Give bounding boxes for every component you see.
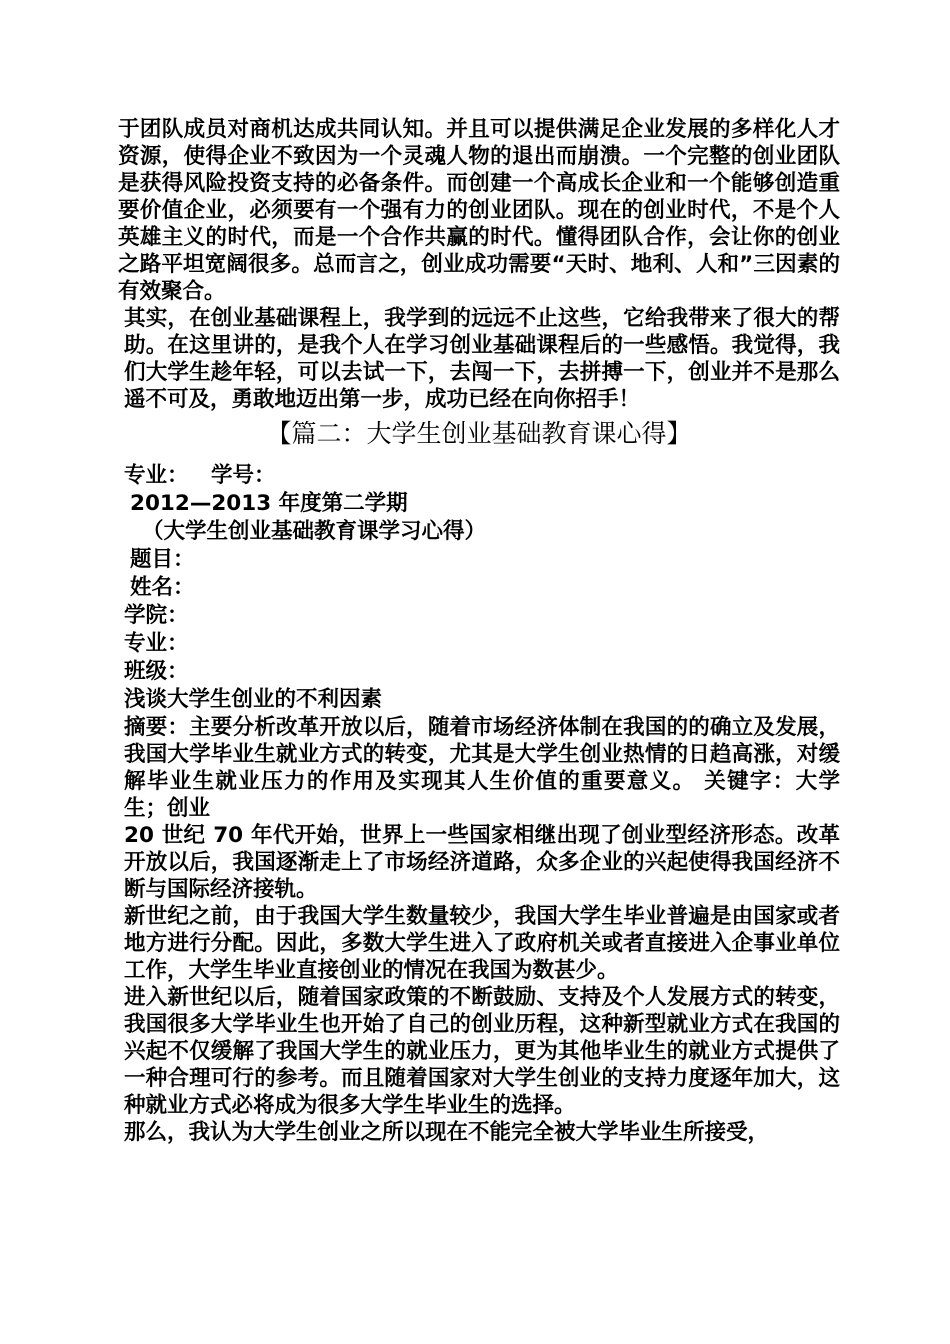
field-major-id: 专业： 学号： [124,463,276,488]
field-class: 班级： [124,659,189,684]
paragraph-team: 于团队成员对商机达成共同认知。并且可以提供满足企业发展的多样化人才资源，使得企业不致因为一个灵魂人物的退出而崩溃。一个完整的创业团队是获得风险投资支持的必备条件。而创建一个高成长企业和一个能够创造重要价值企业，必须要有一个强有力的创业团队。现在的创业时代，不是个人英雄主义的时代，而是一个合作共赢的时代。懂得团队合作，会让你的创业之路平坦宽阔很多。总而言之，创业成功需要“天时、地利、人和”三因素的有效聚合。 [118,117,840,304]
paragraph-before-new-century: 新世纪之前，由于我国大学生数量较少，我国大学生毕业普遍是由国家或者地方进行分配。因此，多数大学生进入了政府机关或者直接进入企事业单位工作，大学生毕业直接创业的情况在我国为数甚少。 [124,904,840,983]
field-topic: 题目： [130,547,195,572]
section-heading: 【篇二：大学生创业基础教育课心得】 [266,419,692,448]
field-major: 专业： [124,631,189,656]
paragraph-reflection: 其实，在创业基础课程上，我学到的远远不止这些，它给我带来了很大的帮助。在这里讲的，是我个人在学习创业基础课程后的一些感悟。我觉得，我们大学生趁年轻，可以去试一下，去闯一下，去拼搏一下，创业并不是那么遥不可及，勇敢地迈出第一步，成功已经在向你招手！ [124,306,840,412]
paragraph-conclusion-start: 那么，我认为大学生创业之所以现在不能完全被大学毕业生所接受， [124,1120,770,1145]
field-college: 学院： [124,603,189,628]
document-page [118,116,840,1146]
paragraph-20th-century: 20 世纪 70 年代开始，世界上一些国家相继出现了创业型经济形态。改革开放以后，我国逐渐走上了市场经济道路，众多企业的兴起使得我国经济不断与国际经济接轨。 [124,823,840,902]
paragraph-new-century: 进入新世纪以后，随着国家政策的不断鼓励、支持及个人发展方式的转变，我国很多大学毕业生也开始了自己的创业历程，这种新型就业方式在我国的兴起不仅缓解了我国大学生的就业压力，更为其他毕业生的就业方式提供了一种合理可行的参考。而且随着国家对大学生创业的支持力度逐年加大，这种就业方式必将成为很多大学生毕业生的选择。 [124,985,840,1118]
paragraph-abstract: 摘要：主要分析改革开放以后，随着市场经济体制在我国的的确立及发展，我国大学毕业生就业方式的转变，尤其是大学生创业热情的日趋高涨，对缓解毕业生就业压力的作用及实现其人生价值的重要意义。 关键字：大学生；创业 [124,715,840,821]
field-subtitle: （大学生创业基础教育课学习心得） [142,519,487,544]
field-name: 姓名： [130,575,195,600]
field-term: 2012—2013 年度第二学期 [130,491,408,516]
essay-title: 浅谈大学生创业的不利因素 [124,687,383,712]
